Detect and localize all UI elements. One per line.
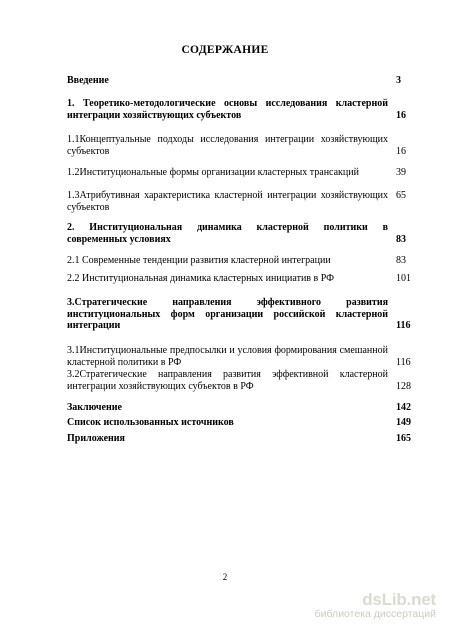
page-title: СОДЕРЖАНИЕ xyxy=(181,44,269,56)
toc-entry-text: Заключение xyxy=(67,402,122,413)
toc-entry-page: 116 xyxy=(396,320,411,331)
toc-entry-text: 1.1Концептуальные подходы исследования интеграции хозяйствующих субъектов xyxy=(67,134,388,157)
toc-entry-page: 39 xyxy=(396,167,406,178)
toc-entry-text: 2. Институциональная динамика кластерной политики в современных условиях xyxy=(67,222,388,245)
toc-entry-text: Приложения xyxy=(67,433,125,444)
watermark-logo[interactable] xyxy=(315,590,436,620)
toc-entry-page: 149 xyxy=(396,417,411,428)
toc-entry-text: 2.1 Современные тенденции развития кластерной интеграции xyxy=(67,255,331,266)
toc-entry-page: 65 xyxy=(396,190,406,201)
brand-tagline: библиотека диссертаций xyxy=(314,608,436,620)
toc-entry-text: 3.Стратегические направления эффективного развития институциональных форм организации российской кластерной интеграции xyxy=(67,297,388,331)
toc-entry-text: 3.2Стратегические направления развития эффективной кластерной интеграции хозяйствующих субъектов в РФ xyxy=(67,369,388,392)
toc-entry-page: 16 xyxy=(396,145,406,157)
page-number: 2 xyxy=(222,572,228,582)
toc-entry-text: 1.3Атрибутивная характеристика кластерной интеграции хозяйствующих субъектов xyxy=(67,190,388,213)
toc-entry-page: 16 xyxy=(396,109,406,121)
toc-entry-text: Введение xyxy=(67,75,109,86)
toc-entry-page: 83 xyxy=(396,233,406,245)
toc-entry-page: 83 xyxy=(396,255,406,266)
toc-entry-page: 116 xyxy=(396,356,411,368)
toc-entry-page: 101 xyxy=(396,273,411,284)
toc-entry-text: 1.2Институциональные формы организации кластерных трансакций xyxy=(67,167,359,178)
toc-entry-page: 142 xyxy=(396,402,411,413)
toc-entry-text: Список использованных источников xyxy=(67,417,234,428)
brand-logo: dsLib.net xyxy=(362,590,436,609)
toc-entry-text: 3.1Институциональные предпосылки и условия формирования смешанной кластерной политики в РФ xyxy=(67,345,388,368)
toc-entry-page: 3 xyxy=(396,75,401,86)
toc-entry-text: 2.2 Институциональная динамика кластерных инициатив в РФ xyxy=(67,273,335,284)
toc-entry-text: 1. Теоретико-методологические основы исследования кластерной интеграции хозяйствующих субъектов xyxy=(67,98,388,121)
toc-entry-page: 128 xyxy=(396,380,411,392)
toc-entry-page: 165 xyxy=(396,433,411,444)
